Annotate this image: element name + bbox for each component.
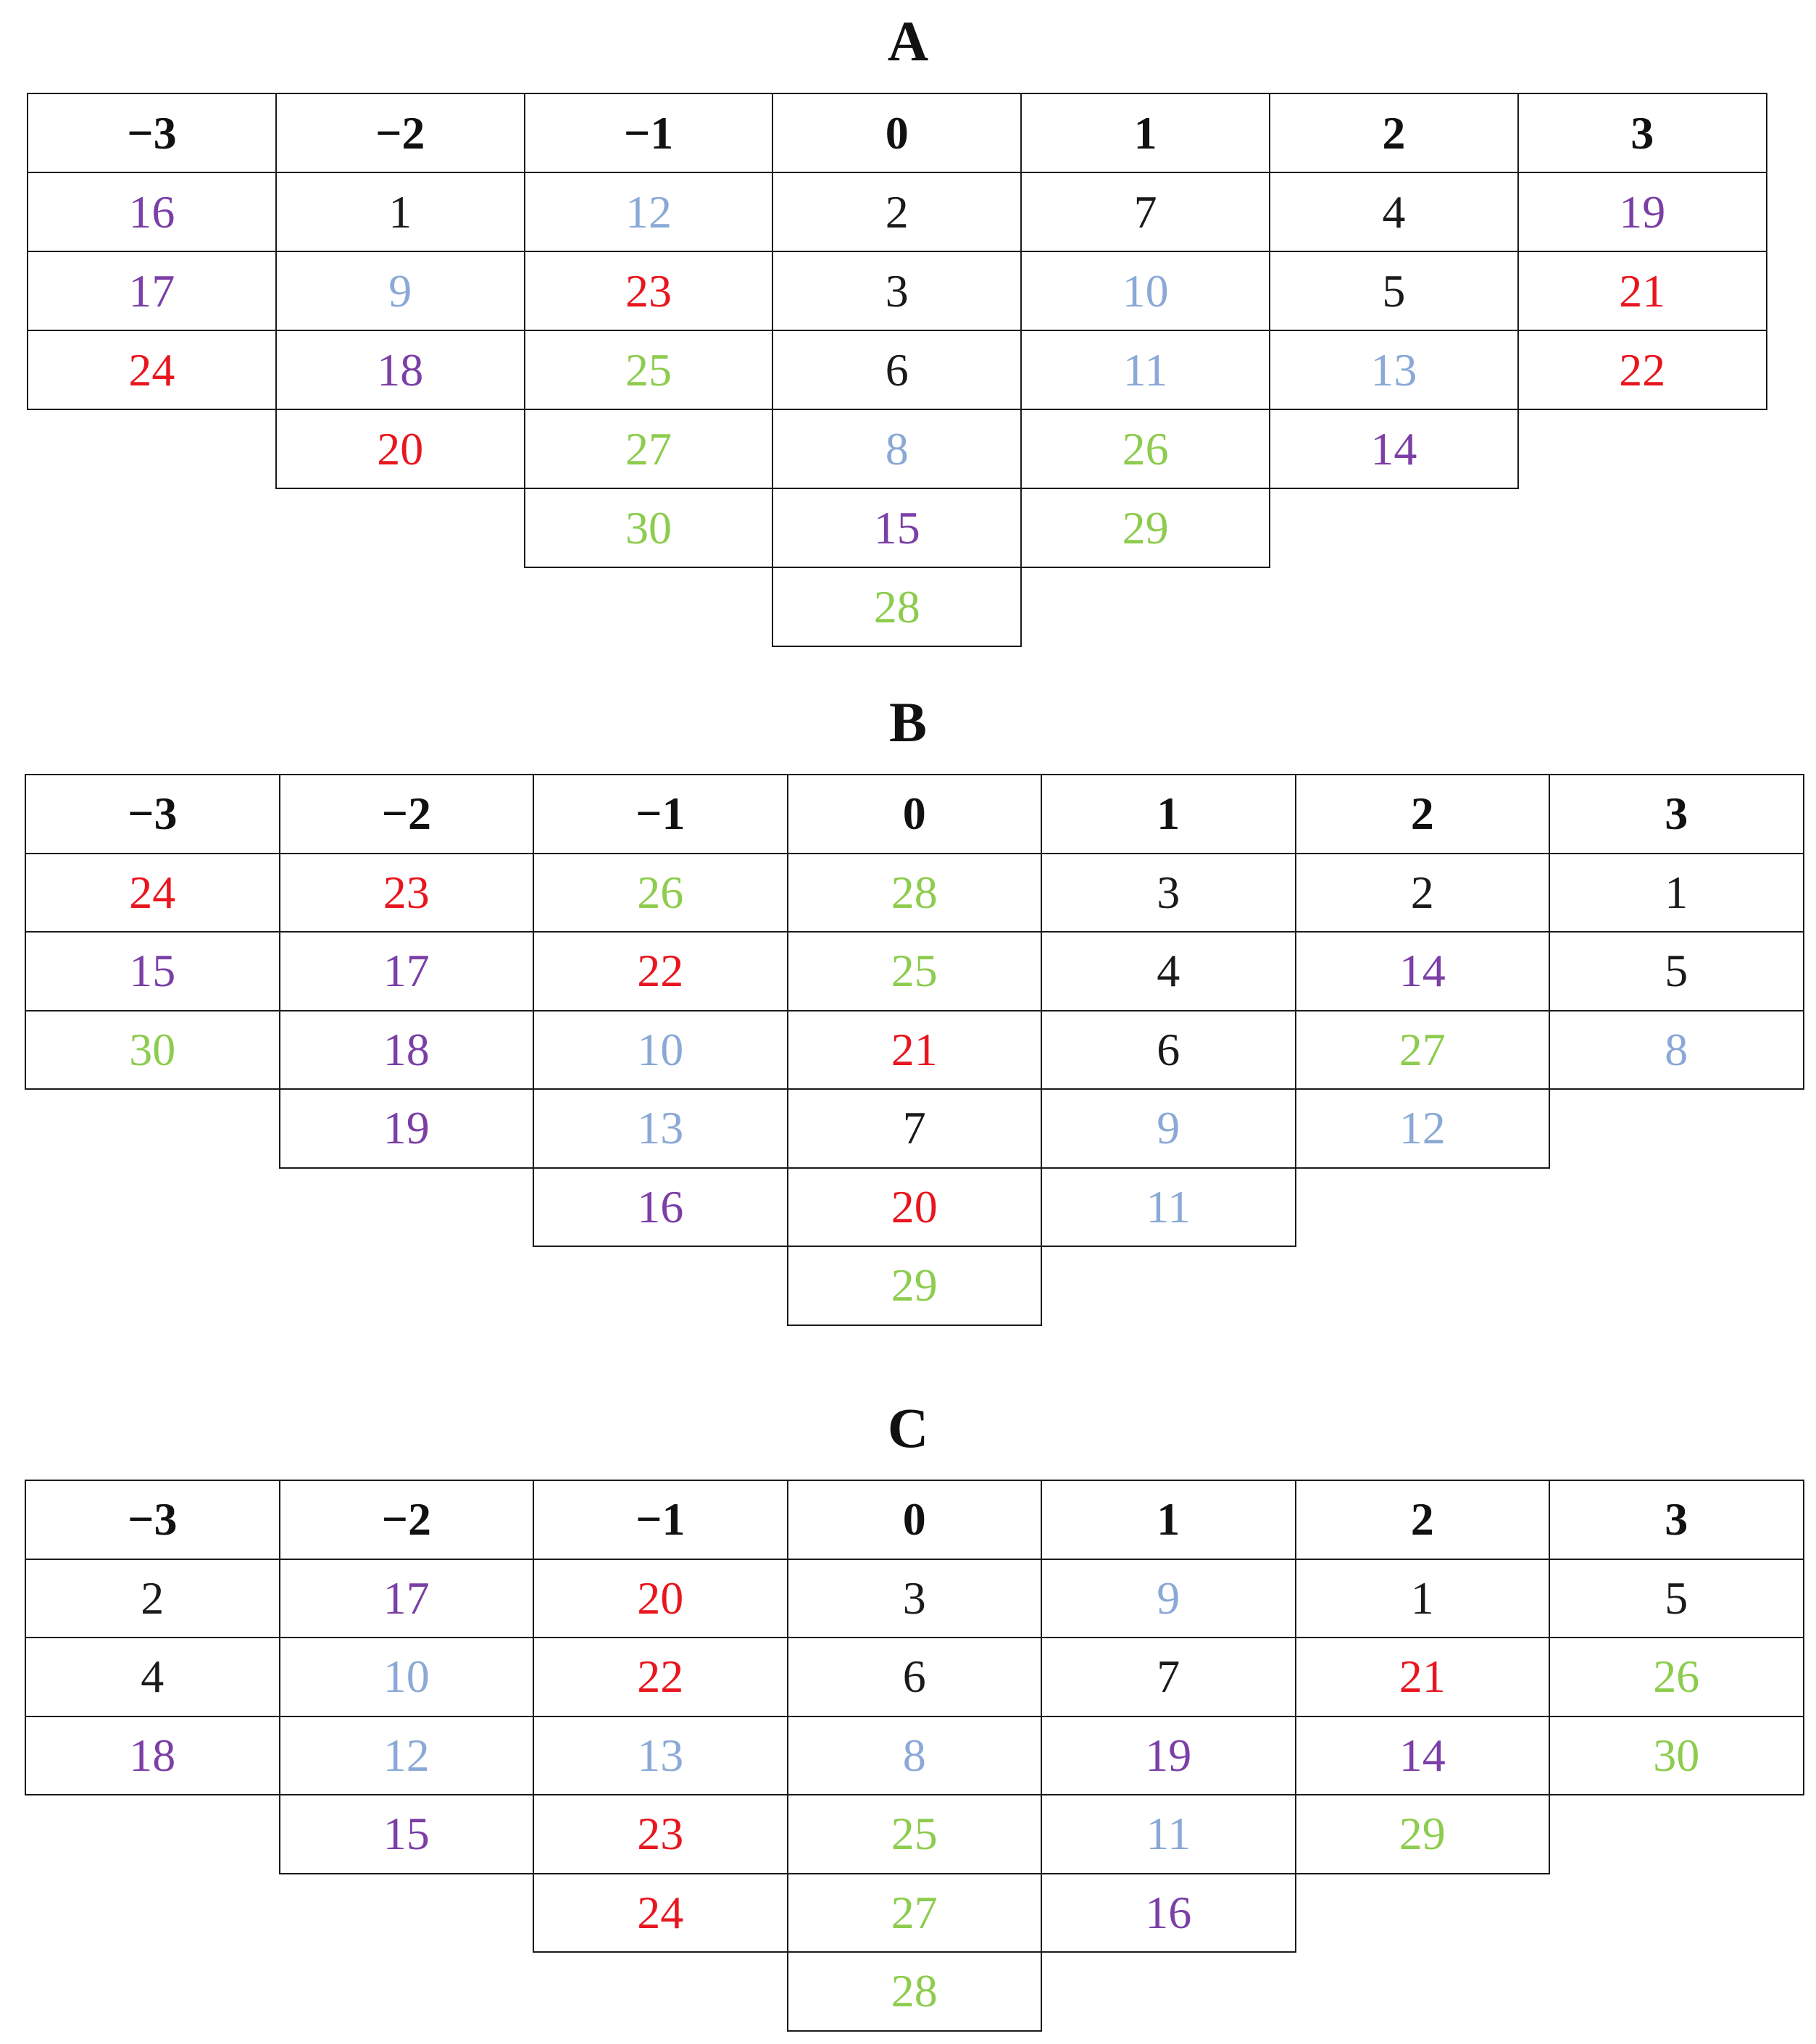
statement-cell: 17: [27, 251, 277, 331]
column-header: 2: [1295, 1480, 1551, 1560]
statement-cell: 21: [787, 1010, 1043, 1090]
statement-cell: 13: [1269, 330, 1519, 410]
column-header: 3: [1549, 1480, 1804, 1560]
statement-cell: 24: [25, 853, 280, 933]
statement-cell: 28: [772, 567, 1022, 647]
statement-cell: 24: [533, 1873, 788, 1953]
statement-cell: 13: [533, 1088, 788, 1169]
column-header: 1: [1020, 93, 1270, 173]
statement-cell: 16: [1041, 1873, 1296, 1953]
column-header: −1: [524, 93, 774, 173]
statement-cell: 15: [772, 488, 1022, 568]
statement-cell: 15: [279, 1794, 535, 1874]
statement-cell: 16: [27, 172, 277, 252]
statement-cell: 19: [1041, 1716, 1296, 1796]
statement-cell: 25: [787, 1794, 1043, 1874]
statement-cell: 2: [1295, 853, 1551, 933]
statement-cell: 5: [1269, 251, 1519, 331]
statement-cell: 7: [1020, 172, 1270, 252]
statement-cell: 6: [772, 330, 1022, 410]
statement-cell: 8: [1549, 1010, 1804, 1090]
statement-cell: 8: [772, 409, 1022, 489]
statement-cell: 28: [787, 1951, 1043, 2032]
statement-cell: 24: [27, 330, 277, 410]
statement-cell: 6: [787, 1637, 1043, 1717]
statement-cell: 11: [1041, 1794, 1296, 1874]
statement-cell: 17: [279, 1559, 535, 1639]
statement-cell: 28: [787, 853, 1043, 933]
statement-cell: 9: [275, 251, 525, 331]
statement-cell: 18: [275, 330, 525, 410]
statement-cell: 23: [279, 853, 535, 933]
statement-cell: 20: [533, 1559, 788, 1639]
statement-cell: 29: [787, 1246, 1043, 1326]
statement-cell: 11: [1020, 330, 1270, 410]
statement-cell: 2: [772, 172, 1022, 252]
panel-title: A: [887, 9, 929, 72]
statement-cell: 13: [533, 1716, 788, 1796]
statement-cell: 23: [524, 251, 774, 331]
statement-cell: 27: [524, 409, 774, 489]
statement-cell: 14: [1295, 931, 1551, 1011]
statement-cell: 9: [1041, 1088, 1296, 1169]
statement-cell: 8: [787, 1716, 1043, 1796]
column-header: −2: [279, 774, 535, 854]
statement-cell: 18: [279, 1010, 535, 1090]
statement-cell: 22: [1517, 330, 1767, 410]
column-header: 3: [1517, 93, 1767, 173]
statement-cell: 1: [1295, 1559, 1551, 1639]
statement-cell: 1: [275, 172, 525, 252]
column-header: −1: [533, 774, 788, 854]
column-header: 0: [787, 1480, 1043, 1560]
statement-cell: 22: [533, 1637, 788, 1717]
statement-cell: 29: [1020, 488, 1270, 568]
column-header: −2: [279, 1480, 535, 1560]
statement-cell: 26: [533, 853, 788, 933]
statement-cell: 17: [279, 931, 535, 1011]
statement-cell: 11: [1041, 1167, 1296, 1248]
statement-cell: 12: [1295, 1088, 1551, 1169]
column-header: 0: [787, 774, 1043, 854]
statement-cell: 19: [1517, 172, 1767, 252]
statement-cell: 4: [1041, 931, 1296, 1011]
statement-cell: 15: [25, 931, 280, 1011]
statement-cell: 21: [1295, 1637, 1551, 1717]
statement-cell: 26: [1020, 409, 1270, 489]
statement-cell: 27: [787, 1873, 1043, 1953]
statement-cell: 1: [1549, 853, 1804, 933]
statement-cell: 23: [533, 1794, 788, 1874]
statement-cell: 4: [25, 1637, 280, 1717]
statement-cell: 7: [1041, 1637, 1296, 1717]
statement-cell: 16: [533, 1167, 788, 1248]
panel-title: C: [887, 1396, 929, 1459]
statement-cell: 7: [787, 1088, 1043, 1169]
statement-cell: 4: [1269, 172, 1519, 252]
statement-cell: 21: [1517, 251, 1767, 331]
statement-cell: 30: [1549, 1716, 1804, 1796]
column-header: 3: [1549, 774, 1804, 854]
statement-cell: 3: [787, 1559, 1043, 1639]
statement-cell: 6: [1041, 1010, 1296, 1090]
panel-title: B: [888, 691, 928, 754]
statement-cell: 29: [1295, 1794, 1551, 1874]
statement-cell: 3: [772, 251, 1022, 331]
statement-cell: 5: [1549, 931, 1804, 1011]
statement-cell: 22: [533, 931, 788, 1011]
statement-cell: 12: [524, 172, 774, 252]
statement-cell: 3: [1041, 853, 1296, 933]
column-header: −1: [533, 1480, 788, 1560]
statement-cell: 18: [25, 1716, 280, 1796]
statement-cell: 10: [279, 1637, 535, 1717]
column-header: 0: [772, 93, 1022, 173]
column-header: −3: [25, 774, 280, 854]
column-header: 2: [1295, 774, 1551, 854]
column-header: 1: [1041, 774, 1296, 854]
statement-cell: 25: [787, 931, 1043, 1011]
statement-cell: 20: [787, 1167, 1043, 1248]
statement-cell: 30: [524, 488, 774, 568]
statement-cell: 12: [279, 1716, 535, 1796]
statement-cell: 27: [1295, 1010, 1551, 1090]
statement-cell: 14: [1269, 409, 1519, 489]
statement-cell: 10: [533, 1010, 788, 1090]
column-header: 1: [1041, 1480, 1296, 1560]
statement-cell: 30: [25, 1010, 280, 1090]
column-header: −2: [275, 93, 525, 173]
column-header: −3: [27, 93, 277, 173]
statement-cell: 9: [1041, 1559, 1296, 1639]
column-header: −3: [25, 1480, 280, 1560]
statement-cell: 10: [1020, 251, 1270, 331]
statement-cell: 14: [1295, 1716, 1551, 1796]
statement-cell: 25: [524, 330, 774, 410]
statement-cell: 5: [1549, 1559, 1804, 1639]
statement-cell: 19: [279, 1088, 535, 1169]
statement-cell: 26: [1549, 1637, 1804, 1717]
statement-cell: 2: [25, 1559, 280, 1639]
statement-cell: 20: [275, 409, 525, 489]
column-header: 2: [1269, 93, 1519, 173]
